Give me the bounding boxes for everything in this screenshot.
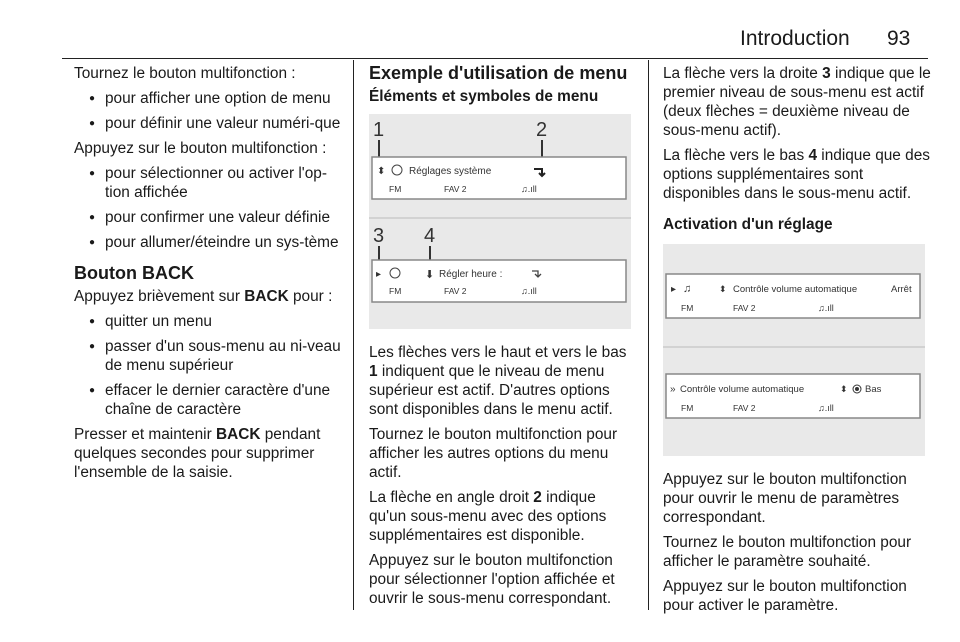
music-signal-icon: ♫.ıll (521, 184, 537, 194)
display-screen-2 (372, 260, 626, 302)
list-item: ● effacer le dernier caractère d'une chaîne de caractère (74, 381, 346, 419)
double-right-arrow-icon: » (670, 384, 676, 395)
list-item: ● pour définir une valeur numéri-que (74, 114, 346, 133)
callout-2: 2 (536, 119, 548, 141)
screen-title: Réglages système (409, 166, 492, 177)
preset-label: FAV 2 (733, 403, 756, 413)
section-heading: Bouton BACK (74, 263, 194, 283)
up-down-arrows-icon: ⬍ (377, 166, 386, 177)
screen-title: Contrôle volume automatique (680, 384, 805, 395)
section-heading: Exemple d'utilisation de menu (369, 63, 628, 83)
paragraph: La flèche en angle droit 2 indique qu'un sous-menu avec des options supplémentaires est disponible. (369, 489, 607, 544)
band-label: FM (681, 403, 694, 413)
display-screen-1 (372, 157, 626, 199)
display-screen-2 (666, 374, 920, 418)
column-3 (663, 64, 931, 621)
up-down-arrows-icon: ⬍ (719, 284, 727, 294)
paragraph: Appuyez sur le bouton multifonction pour activer le paramètre. (663, 578, 907, 614)
bullet-list-2 (74, 164, 346, 252)
preset-label: FAV 2 (444, 184, 467, 194)
column-divider-2 (648, 60, 649, 610)
paragraph: Les flèches vers le haut et vers le bas 1 indiquent que le niveau de menu supérieur est actif. D'autres options sont disponibles dans le menu actif. (369, 344, 627, 418)
paragraph: La flèche vers la droite 3 indique que le premier niveau de sous-menu est actif (deux flèches = deuxième niveau de sous-menu actif). (663, 65, 931, 139)
activate-setting-figure (663, 244, 925, 456)
list-item: ● passer d'un sous-menu au ni-veau de menu supérieur (74, 337, 346, 375)
right-arrow-icon: ▸ (376, 269, 382, 280)
column-divider-1 (353, 60, 354, 610)
callout-1: 1 (373, 119, 385, 141)
list-item: ● pour confirmer une valeur définie (74, 208, 346, 227)
column-2 (369, 64, 635, 614)
header-rule (62, 58, 928, 59)
band-label: FM (389, 184, 402, 194)
paragraph: Presser et maintenir BACK pendant quelques secondes pour supprimer l'ensemble de la saisie. (74, 426, 321, 481)
band-label: FM (389, 286, 402, 296)
paragraph: Appuyez sur le bouton multifonction pour sélectionner l'option affichée et ouvrir le sous-menu correspondant. (369, 552, 615, 607)
list-item: ● pour afficher une option de menu (74, 89, 346, 108)
setting-value: Bas (865, 384, 882, 395)
page-title: Introduction (740, 27, 850, 50)
list-item: ● quitter un menu (74, 312, 346, 331)
preset-label: FAV 2 (733, 303, 756, 313)
paragraph: Appuyez sur le bouton multifonction : (74, 140, 327, 157)
paragraph: La flèche vers le bas 4 indique que des options supplémentaires sont disponibles dans le sous-menu actif. (663, 147, 930, 202)
sub-heading: Éléments et symboles de menu (369, 88, 599, 105)
music-signal-icon: ♫.ıll (818, 403, 834, 413)
down-arrow-icon: ⬇ (425, 269, 435, 281)
menu-symbols-figure (369, 114, 631, 329)
bullet-list-1 (74, 89, 346, 133)
up-down-arrows-icon: ⬍ (840, 384, 848, 394)
setting-value: Arrêt (891, 284, 912, 295)
screen-title: Régler heure : (439, 269, 503, 280)
callout-3: 3 (373, 225, 385, 247)
bullet-list-3 (74, 312, 346, 419)
band-label: FM (681, 303, 694, 313)
paragraph: Appuyez sur le bouton multifonction pour ouvrir le menu de paramètres correspondant. (663, 471, 907, 526)
music-note-icon: ♫ (683, 283, 692, 295)
screen-title: Contrôle volume automatique (733, 284, 858, 295)
display-screen-1 (666, 274, 920, 318)
preset-label: FAV 2 (444, 286, 467, 296)
paragraph: Tournez le bouton multifonction pour afficher le paramètre souhaité. (663, 534, 912, 570)
music-signal-icon: ♫.ıll (818, 303, 834, 313)
paragraph: Appuyez brièvement sur BACK pour : (74, 288, 333, 305)
music-signal-icon: ♫.ıll (521, 286, 537, 296)
column-1 (74, 64, 346, 488)
list-item: ● pour sélectionner ou activer l'op-tion affichée (74, 164, 346, 202)
page-header (0, 0, 960, 60)
callout-4: 4 (424, 225, 436, 247)
list-item: ● pour allumer/éteindre un sys-tème (74, 233, 346, 252)
page-number: 93 (887, 27, 911, 50)
paragraph: Tournez le bouton multifonction pour afficher les autres options du menu actif. (369, 426, 618, 481)
paragraph: Tournez le bouton multifonction : (74, 65, 296, 82)
section-heading: Activation d'un réglage (663, 216, 833, 233)
right-arrow-icon: ▸ (671, 284, 677, 295)
